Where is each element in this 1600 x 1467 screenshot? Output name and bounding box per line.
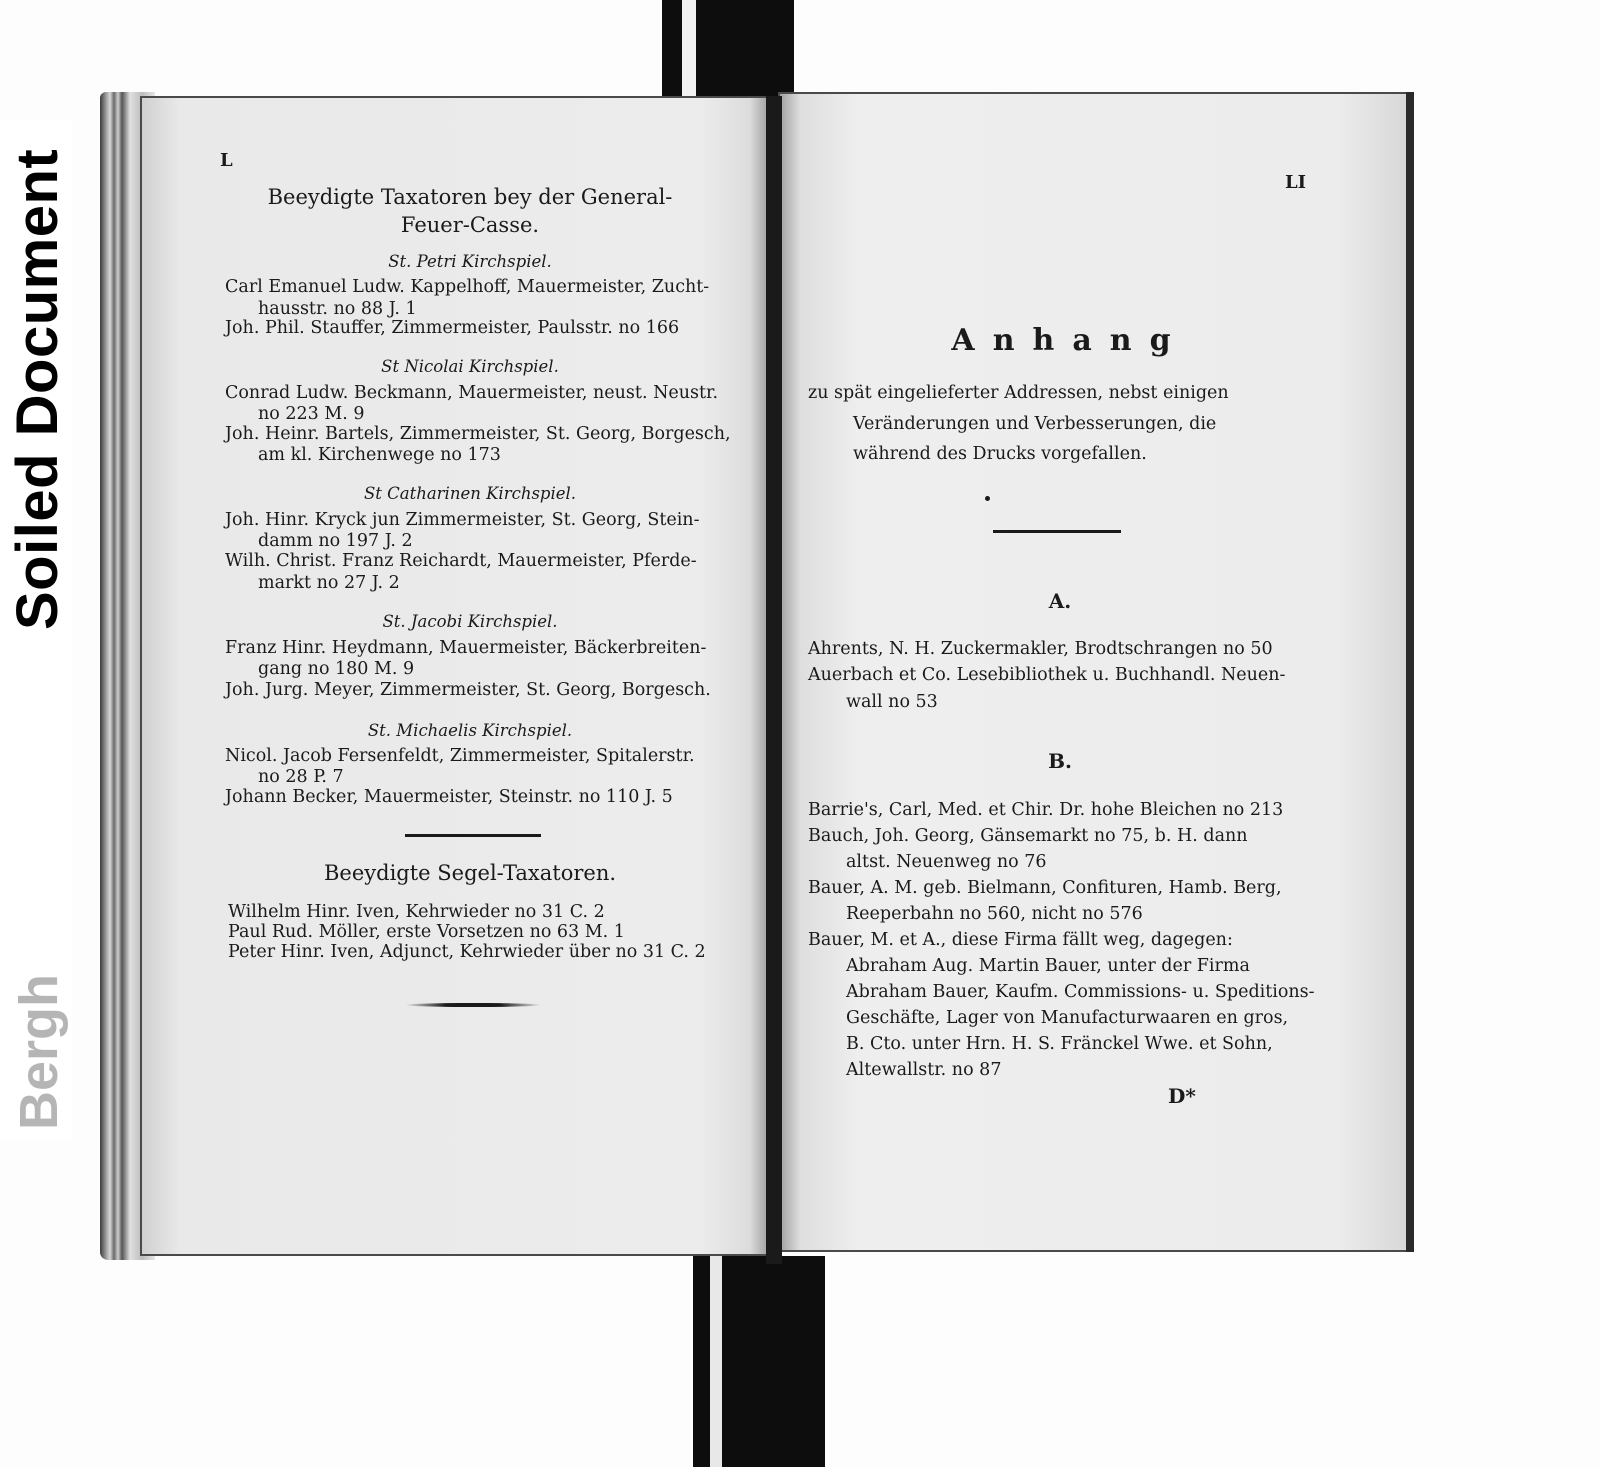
entry-line: Wilhelm Hinr. Iven, Kehrwieder no 31 C. 2 [228, 902, 605, 922]
intro-line: zu spät eingelieferter Addressen, nebst einigen [808, 383, 1229, 403]
section-letter-a: A. [1048, 589, 1072, 613]
stamp-ghost-label: Bergh [9, 973, 69, 1130]
entry-line: damm no 197 J. 2 [258, 531, 413, 551]
entry-line: Johann Becker, Mauermeister, Steinstr. no 110 J. 5 [225, 787, 673, 807]
parish-heading: St. Michaelis Kirchspiel. [367, 721, 573, 740]
anhang-title: Anhang [951, 323, 1189, 358]
intro-line: während des Drucks vorgefallen. [853, 444, 1147, 464]
entry-line: Ahrents, N. H. Zuckermakler, Brodtschrangen no 50 [808, 639, 1273, 659]
binding-tape-top [662, 0, 794, 98]
entry-line: Paul Rud. Möller, erste Vorsetzen no 63 M. 1 [228, 922, 625, 942]
entry-line: Joh. Hinr. Kryck jun Zimmermeister, St. Georg, Stein- [225, 510, 700, 530]
left-page-number: L [220, 150, 233, 171]
entry-line: Peter Hinr. Iven, Adjunct, Kehrwieder über no 31 C. 2 [228, 942, 706, 962]
entry-line: Geschäfte, Lager von Manufacturwaaren en gros, [846, 1008, 1289, 1028]
entry-line: Abraham Aug. Martin Bauer, unter der Firma [846, 956, 1250, 976]
entry-line: Joh. Phil. Stauffer, Zimmermeister, Paulsstr. no 166 [225, 318, 680, 338]
left-heading-line1: Beeydigte Taxatoren bey der General- [267, 185, 673, 209]
bullet-dot [985, 496, 990, 501]
entry-line: Reeperbahn no 560, nicht no 576 [846, 904, 1143, 924]
entry-line: altst. Neuenweg no 76 [846, 852, 1047, 872]
entry-line: markt no 27 J. 2 [258, 573, 400, 593]
right-page-number: LI [1285, 172, 1307, 193]
left-heading-line2: Feuer-Casse. [400, 213, 540, 237]
entry-line: B. Cto. unter Hrn. H. S. Fränckel Wwe. et Sohn, [846, 1034, 1273, 1054]
entry-line: Nicol. Jacob Fersenfeldt, Zimmermeister, Spitalerstr. [225, 746, 695, 766]
entry-line: Bauer, A. M. geb. Bielmann, Confituren, Hamb. Berg, [808, 878, 1282, 898]
entry-line: hausstr. no 88 J. 1 [258, 299, 417, 319]
entry-line: Altewallstr. no 87 [846, 1060, 1002, 1080]
parish-heading: St. Jacobi Kirchspiel. [382, 612, 558, 631]
catchword: D* [1168, 1084, 1196, 1108]
section-divider [405, 834, 541, 837]
entry-line: no 223 M. 9 [258, 404, 365, 424]
entry-line: Auerbach et Co. Lesebibliothek u. Buchhandl. Neuen- [808, 665, 1286, 685]
entry-line: Wilh. Christ. Franz Reichardt, Mauermeister, Pferde- [225, 551, 697, 571]
entry-line: Bauer, M. et A., diese Firma fällt weg, dagegen: [808, 930, 1233, 950]
end-ornament [405, 1003, 541, 1007]
parish-heading: St Catharinen Kirchspiel. [363, 484, 577, 503]
parish-heading: St Nicolai Kirchspiel. [381, 357, 559, 376]
segel-heading: Beeydigte Segel-Taxatoren. [323, 861, 617, 885]
entry-line: Franz Hinr. Heydmann, Mauermeister, Bäckerbreiten- [225, 638, 707, 658]
right-page-edge [1406, 92, 1414, 1252]
binding-tape-bottom [693, 1256, 825, 1467]
intro-line: Veränderungen und Verbesserungen, die [853, 414, 1217, 434]
entry-line: Conrad Ludw. Beckmann, Mauermeister, neust. Neustr. [225, 383, 719, 403]
entry-line: wall no 53 [846, 692, 938, 712]
entry-line: gang no 180 M. 9 [258, 659, 415, 679]
section-divider [993, 530, 1121, 533]
entry-line: Joh. Heinr. Bartels, Zimmermeister, St. Georg, Borgesch, [225, 424, 731, 444]
entry-line: Bauch, Joh. Georg, Gänsemarkt no 75, b. H. dann [808, 826, 1248, 846]
entry-line: Barrie's, Carl, Med. et Chir. Dr. hohe Bleichen no 213 [808, 800, 1284, 820]
entry-line: Abraham Bauer, Kaufm. Commissions- u. Speditions- [846, 982, 1315, 1002]
entry-line: am kl. Kirchenwege no 173 [258, 445, 501, 465]
entry-line: Joh. Jurg. Meyer, Zimmermeister, St. Georg, Borgesch. [225, 680, 711, 700]
entry-line: Carl Emanuel Ludw. Kappelhoff, Mauermeister, Zucht- [225, 277, 710, 297]
parish-heading: St. Petri Kirchspiel. [388, 252, 552, 271]
section-letter-b: B. [1048, 749, 1072, 773]
entry-line: no 28 P. 7 [258, 767, 344, 787]
soiled-document-label: Soiled Document [5, 148, 70, 630]
book-gutter [766, 96, 782, 1264]
